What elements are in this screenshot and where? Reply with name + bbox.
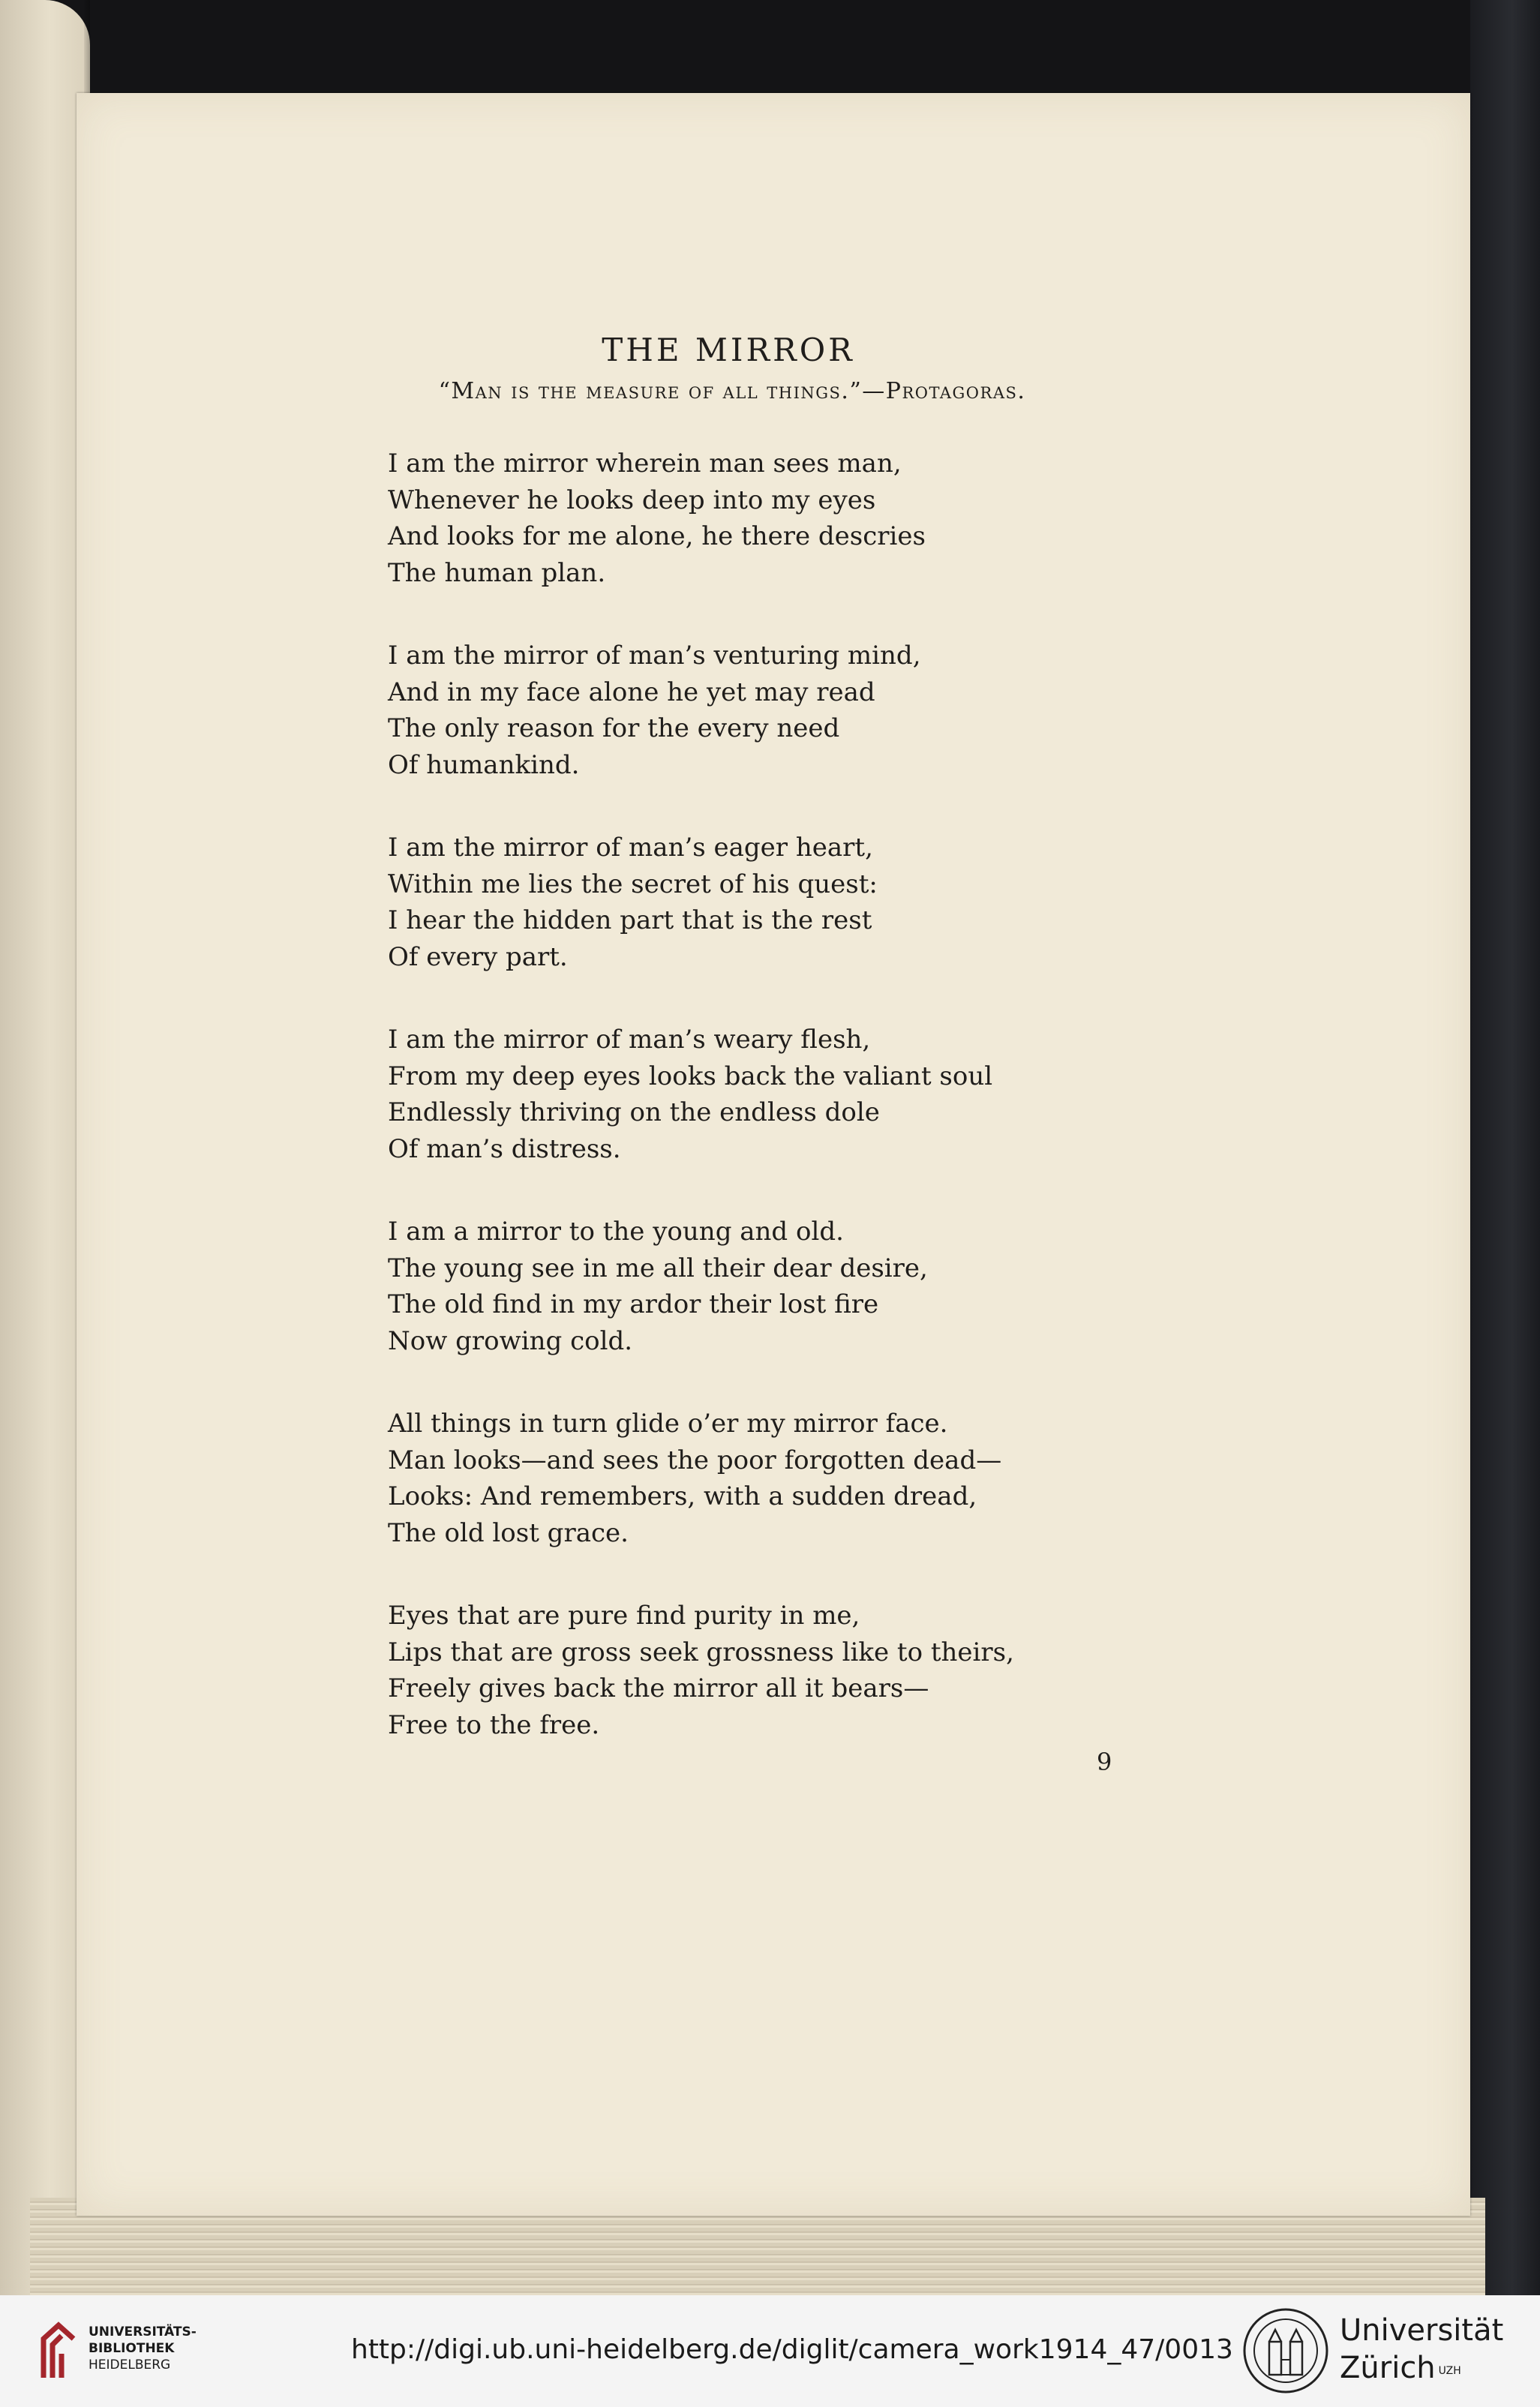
verse-line: Now growing cold. <box>388 1325 633 1356</box>
verse-line: And looks for me alone, he there descries <box>388 521 926 551</box>
verse-line: Of humankind. <box>388 749 580 780</box>
stanza <box>388 1214 1138 1359</box>
verse-line: Whenever he looks deep into my eyes <box>388 485 876 515</box>
verse-line: I am the mirror wherein man sees man, <box>388 449 902 479</box>
verse-line: The only reason for the every need <box>388 713 840 743</box>
stanza <box>388 830 1138 975</box>
stanza <box>388 446 1138 591</box>
uzh-name-line: Universität <box>1340 2313 1504 2348</box>
viewer-footer <box>0 2295 1540 2407</box>
page-number: 9 <box>1097 1748 1112 1776</box>
verse-line: I am the mirror of man’s venturing mind, <box>388 641 921 671</box>
verse-line: The young see in me all their dear desire, <box>388 1253 928 1283</box>
uzh-city-line <box>1340 2349 1503 2387</box>
permalink-url[interactable]: http://digi.ub.uni-heidelberg.de/diglit/camera_work1914_47/0013 <box>351 2334 1233 2365</box>
ub-heidelberg-wordmark <box>89 2324 197 2373</box>
verse-line: Free to the free. <box>388 1709 600 1740</box>
verse-line: I am a mirror to the young and old. <box>388 1217 844 1247</box>
library-name-line: BIBLIOTHEK <box>89 2341 175 2356</box>
verse-line: From my deep eyes looks back the valiant soul <box>388 1061 993 1091</box>
verse-line: Of man’s distress. <box>388 1133 621 1164</box>
poem-title: THE MIRROR <box>602 332 855 368</box>
book-page <box>77 93 1470 2216</box>
verse-line: All things in turn glide o’er my mirror face. <box>388 1409 948 1439</box>
verse-line: Freely gives back the mirror all it bears— <box>388 1673 929 1703</box>
verse-line: Endlessly thriving on the endless dole <box>388 1097 880 1127</box>
book-cover-edge <box>1470 0 1540 2295</box>
stanza <box>388 1406 1138 1551</box>
verse-line: I am the mirror of man’s weary flesh, <box>388 1025 871 1055</box>
stanza <box>388 638 1138 783</box>
verse-line: Lips that are gross seek grossness like to theirs, <box>388 1637 1014 1667</box>
uzh-superscript: UZH <box>1438 2365 1461 2377</box>
verse-line: The old find in my ardor their lost fire <box>388 1289 879 1319</box>
verse-line: Eyes that are pure find purity in me, <box>388 1601 860 1631</box>
verse-line: The old lost grace. <box>388 1517 629 1548</box>
ub-heidelberg-logo-icon <box>36 2319 78 2381</box>
uzh-seal-icon <box>1242 2307 1329 2394</box>
library-city-line: HEIDELBERG <box>89 2357 171 2372</box>
library-name-line: UNIVERSITÄTS- <box>89 2324 197 2339</box>
verse-line: The human plan. <box>388 557 606 588</box>
verse-line: Looks: And remembers, with a sudden dread, <box>388 1481 977 1511</box>
verse-line: Of every part. <box>388 941 568 972</box>
poem-body <box>388 446 1138 1790</box>
stanza <box>388 1598 1138 1743</box>
stanza <box>388 1022 1138 1167</box>
verse-line: I hear the hidden part that is the rest <box>388 905 872 935</box>
verse-line: I am the mirror of man’s eager heart, <box>388 833 873 863</box>
verse-line: Within me lies the secret of his quest: <box>388 869 878 899</box>
verse-line: Man looks—and sees the poor forgotten dead— <box>388 1445 1002 1475</box>
uzh-city: Zürich <box>1340 2351 1436 2385</box>
poem-epigraph: “Man is the measure of all things.”—Protagoras. <box>438 378 1026 404</box>
uzh-wordmark <box>1340 2312 1503 2387</box>
verse-line: And in my face alone he yet may read <box>388 677 875 707</box>
